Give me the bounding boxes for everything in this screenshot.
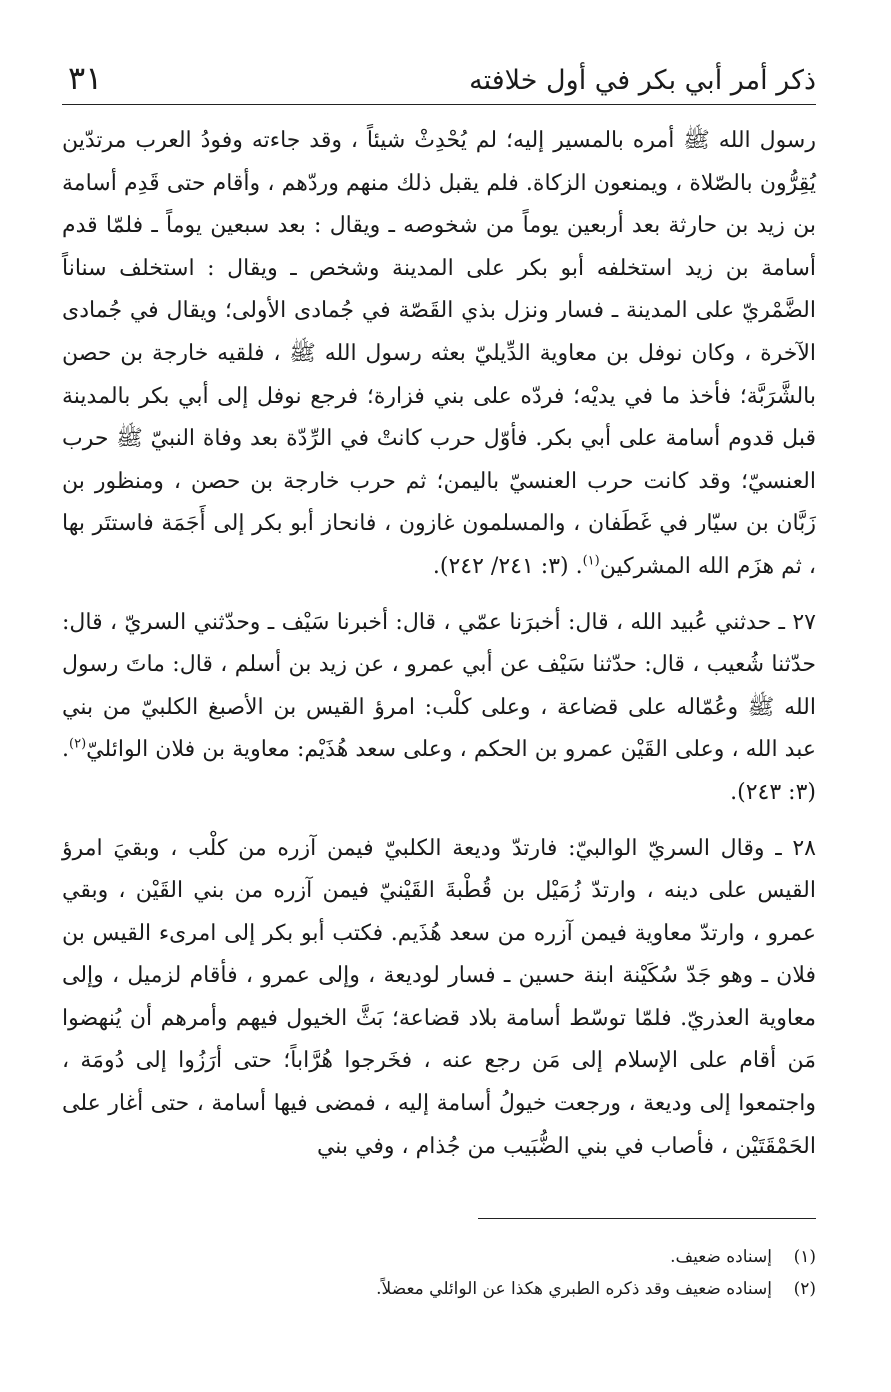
- narration-number: ٢٨: [792, 835, 816, 861]
- footnote-ref-1: (١): [582, 553, 600, 569]
- header-divider: [62, 104, 816, 105]
- running-title: ذكر أمر أبي بكر في أول خلافته: [469, 65, 816, 96]
- footnote-text: إسناده ضعيف وقد ذكره الطبري هكذا عن الوائلي معضلاً.: [376, 1279, 772, 1299]
- footnote-text: إسناده ضعيف.: [670, 1247, 772, 1267]
- footnote-2: [116, 1273, 816, 1305]
- paragraph-28: [62, 828, 816, 1169]
- footnote-1: [116, 1241, 816, 1273]
- main-text: [62, 120, 816, 1168]
- paragraph-citation: . (٣: ٢٤٣).: [62, 737, 816, 805]
- footnote-number: (٢): [793, 1279, 816, 1299]
- footnote-number: (١): [793, 1247, 816, 1267]
- paragraph-text: ـ وقال السريّ الوالبيّ: فارتدّ وديعة الكلبيّ فيمن آزره من كلْب ، وبقيَ امرؤ القيس على دينه ، وارتدّ زُمَيْل بن قُطْبةَ القَيْنيّ فيمن آزره من بني القَيْن ، وبقي عمرو ، وارتدّ معاوية فيمن آزره من سعد هُذَيم. فكتب أبو بكر إلى امرىء القيس بن فلان ـ وهو جَدّ سُكَيْنة ابنة حسين ـ فسار لوديعة ، وإلى عمرو ، فأقام لزميل ، وإلى معاوية العذريّ. فلمّا توسّط أسامة بلاد قضاعة؛ بَثَّ الخيول فيهم وأمرهم أن يُنهضوا مَن أقام على الإسلام إلى مَن رجع عنه ، فخَرجوا هُرَّاباً؛ حتى أرَزُوا إلى دُومَة ، واجتمعوا إلى وديعة ، ورجعت خيولُ أسامة إليه ، فمضى فيها أسامة ، حتى أغار على الحَمْقَتَيْن ، فأصاب في بني الضُّبَيب من جُذام ، وفي بني: [62, 835, 816, 1159]
- paragraph-citation: . (٣: ٢٤١/ ٢٤٢).: [432, 553, 583, 579]
- page-number: ٣١: [68, 59, 103, 97]
- paragraph-continuation: [62, 120, 816, 589]
- paragraph-27: [62, 602, 816, 815]
- footnotes: [116, 1241, 816, 1305]
- narration-number: ٢٧: [792, 609, 816, 635]
- paragraph-text: رسول الله ﷺ أمره بالمسير إليه؛ لم يُحْدِثْ شيئاً ، وقد جاءته وفودُ العرب مرتدّين يُقِرُّون بالصّلاة ، ويمنعون الزكاة. فلم يقبل ذلك منهم وردّهم ، وأقام حتى قَدِم أسامة بن زيد بن حارثة بعد أربعين يوماً من شخوصه ـ ويقال : بعد سبعين يوماً ـ فلمّا قدم أسامة بن زيد استخلفه أبو بكر على المدينة وشخص ـ ويقال : استخلف سناناً الضَّمْريّ على المدينة ـ فسار ونزل بذي القَصّة في جُمادى الأولى؛ ويقال في جُمادى الآخرة ، وكان نوفل بن معاوية الدِّيليّ بعثه رسول الله ﷺ ، فلقيه خارجة بن حصن بالشَّرَبَّة؛ فأخذ ما في يديْه؛ فردّه على بني فزارة؛ فرجع نوفل إلى أبي بكر بالمدينة قبل قدوم أسامة على أبي بكر. فأوّل حرب كانتْ في الرِّدّة بعد وفاة النبيّ ﷺ حرب العنسيّ؛ وقد كانت حرب العنسيّ باليمن؛ ثم حرب خارجة بن حصن ، ومنظور بن زَبَّان بن سيّار في غَطَفان ، والمسلمون غازون ، فانحاز أبو بكر إلى أَجَمَة فاستتَر بها ، ثم هزَم الله المشركين: [62, 128, 816, 579]
- running-header: [62, 56, 816, 104]
- footnote-divider: [478, 1218, 816, 1219]
- footnote-ref-2: (٢): [69, 736, 87, 752]
- paragraph-text: ـ حدثني عُبيد الله ، قال: أخبرَنا عمّي ، قال: أخبرنا سَيْف ـ وحدّثني السريّ ، قال: حدّثنا شُعيب ، قال: حدّثنا سَيْف عن أبي عمرو ، عن زيد بن أسلم ، قال: ماتَ رسول الله ﷺ وعُمّاله على قضاعة ، وعلى كلْب: امرؤ القيس بن الأصبغ الكلبيّ من بني عبد الله ، وعلى القَيْن عمرو بن الحكم ، وعلى سعد هُذَيْم: معاوية بن فلان الوائليّ: [62, 609, 816, 763]
